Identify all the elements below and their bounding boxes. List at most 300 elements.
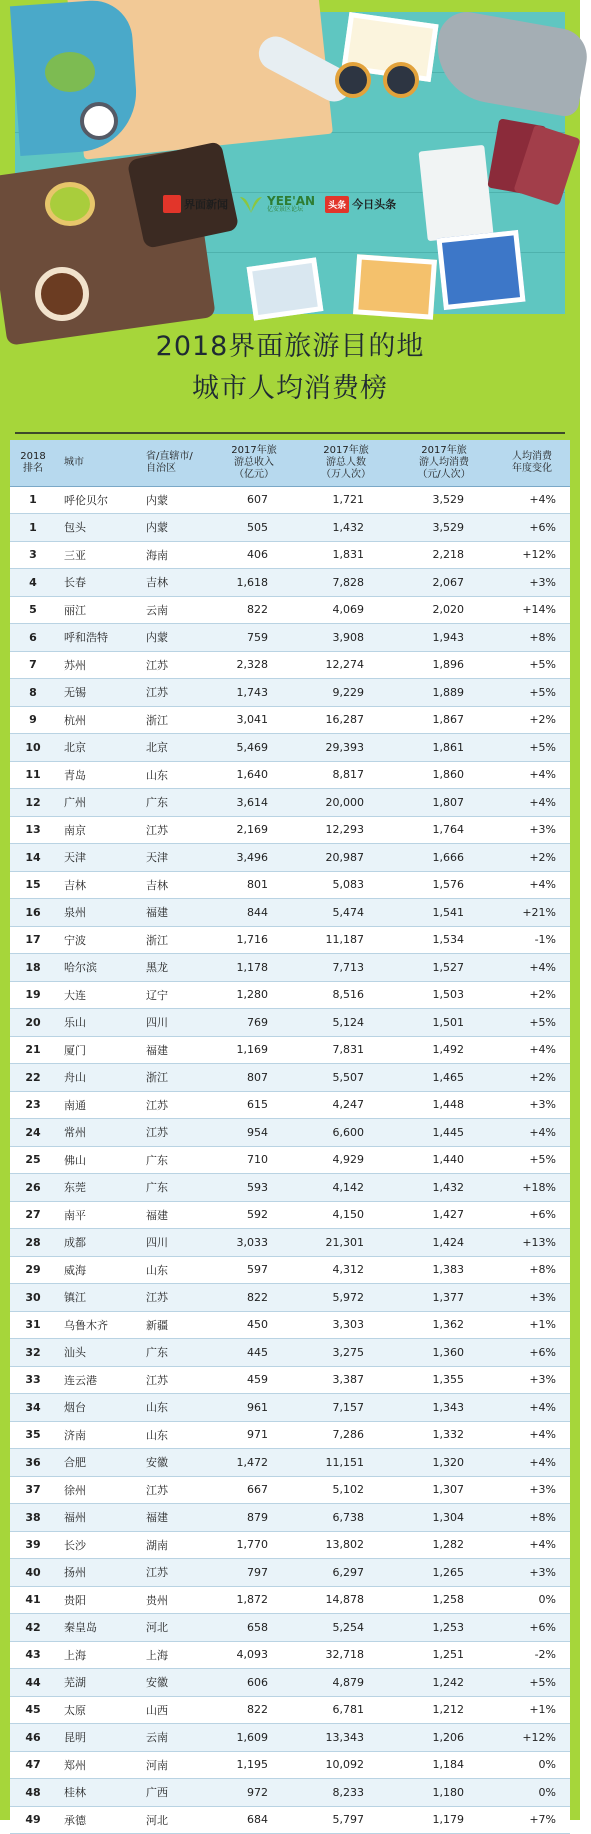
cell-change: 0%	[494, 1779, 570, 1807]
cell-change: +3%	[494, 1559, 570, 1587]
cell-income: 1,178	[210, 954, 298, 982]
cell-change: +4%	[494, 761, 570, 789]
island-illustration	[45, 52, 95, 92]
cell-province: 浙江	[138, 706, 210, 734]
toutiao-logo-text: 今日头条	[352, 198, 397, 211]
cell-visitors: 4,142	[298, 1174, 394, 1202]
cell-income: 658	[210, 1614, 298, 1642]
cell-change: +4%	[494, 954, 570, 982]
cell-change: +12%	[494, 541, 570, 569]
cell-income: 4,093	[210, 1641, 298, 1669]
cell-avg-spend: 1,534	[394, 926, 494, 954]
cell-city: 呼和浩特	[56, 624, 138, 652]
cell-visitors: 5,254	[298, 1614, 394, 1642]
table-row	[10, 651, 570, 679]
cell-income: 1,472	[210, 1449, 298, 1477]
cell-income: 450	[210, 1311, 298, 1339]
sunglasses-lens-icon	[383, 62, 419, 98]
cell-income: 505	[210, 514, 298, 542]
cell-city: 连云港	[56, 1366, 138, 1394]
header-rank: 2018 排名	[10, 440, 56, 486]
table-row	[10, 1586, 570, 1614]
cell-change: +3%	[494, 816, 570, 844]
table-row	[10, 1449, 570, 1477]
cell-avg-spend: 1,258	[394, 1586, 494, 1614]
cell-rank: 28	[10, 1229, 56, 1257]
table-row	[10, 1504, 570, 1532]
page-title	[15, 326, 565, 436]
cell-avg-spend: 1,440	[394, 1146, 494, 1174]
cell-city: 贵阳	[56, 1586, 138, 1614]
cell-city: 广州	[56, 789, 138, 817]
table-row	[10, 486, 570, 514]
cell-rank: 9	[10, 706, 56, 734]
cell-change: +13%	[494, 1229, 570, 1257]
cell-income: 759	[210, 624, 298, 652]
cell-income: 954	[210, 1119, 298, 1147]
cell-income: 3,033	[210, 1229, 298, 1257]
cell-city: 合肥	[56, 1449, 138, 1477]
cell-visitors: 14,878	[298, 1586, 394, 1614]
header-province: 省/直辖市/ 自治区	[138, 440, 210, 486]
cell-rank: 45	[10, 1696, 56, 1724]
cell-income: 597	[210, 1256, 298, 1284]
cell-income: 822	[210, 1696, 298, 1724]
cell-province: 福建	[138, 1201, 210, 1229]
cell-income: 797	[210, 1559, 298, 1587]
cell-avg-spend: 1,445	[394, 1119, 494, 1147]
cell-income: 1,280	[210, 981, 298, 1009]
cell-city: 烟台	[56, 1394, 138, 1422]
cell-province: 浙江	[138, 926, 210, 954]
cell-avg-spend: 1,179	[394, 1806, 494, 1834]
cell-province: 山东	[138, 1394, 210, 1422]
cell-rank: 46	[10, 1724, 56, 1752]
cell-rank: 1	[10, 514, 56, 542]
banner-illustration	[15, 12, 565, 314]
cell-change: +2%	[494, 844, 570, 872]
cell-avg-spend: 1,764	[394, 816, 494, 844]
sunglasses-icon	[335, 62, 371, 98]
cell-income: 445	[210, 1339, 298, 1367]
cell-province: 内蒙	[138, 486, 210, 514]
cell-city: 无锡	[56, 679, 138, 707]
cell-visitors: 7,831	[298, 1036, 394, 1064]
cell-rank: 39	[10, 1531, 56, 1559]
cell-avg-spend: 1,343	[394, 1394, 494, 1422]
cell-city: 杭州	[56, 706, 138, 734]
cell-city: 长春	[56, 569, 138, 597]
ranking-table-container	[10, 440, 570, 1827]
cell-avg-spend: 1,251	[394, 1641, 494, 1669]
cell-visitors: 6,297	[298, 1559, 394, 1587]
cell-income: 2,169	[210, 816, 298, 844]
cell-city: 汕头	[56, 1339, 138, 1367]
cell-visitors: 6,738	[298, 1504, 394, 1532]
cell-province: 山东	[138, 761, 210, 789]
cell-rank: 4	[10, 569, 56, 597]
table-row	[10, 1174, 570, 1202]
shoe-illustration	[429, 8, 591, 119]
cell-visitors: 13,802	[298, 1531, 394, 1559]
cell-visitors: 16,287	[298, 706, 394, 734]
cell-visitors: 3,275	[298, 1339, 394, 1367]
cell-city: 承德	[56, 1806, 138, 1834]
cell-change: +4%	[494, 1421, 570, 1449]
cell-city: 成都	[56, 1229, 138, 1257]
jiemian-logo	[163, 195, 228, 213]
cell-avg-spend: 1,448	[394, 1091, 494, 1119]
cell-rank: 18	[10, 954, 56, 982]
cell-change: +5%	[494, 679, 570, 707]
cell-rank: 14	[10, 844, 56, 872]
cell-change: +3%	[494, 569, 570, 597]
cell-income: 769	[210, 1009, 298, 1037]
table-row	[10, 871, 570, 899]
table-row	[10, 761, 570, 789]
cell-change: 0%	[494, 1751, 570, 1779]
table-row	[10, 1614, 570, 1642]
table-row	[10, 1394, 570, 1422]
cell-province: 新疆	[138, 1311, 210, 1339]
cell-city: 佛山	[56, 1146, 138, 1174]
cell-change: +3%	[494, 1366, 570, 1394]
cell-avg-spend: 1,896	[394, 651, 494, 679]
cell-change: +14%	[494, 596, 570, 624]
cell-city: 宁波	[56, 926, 138, 954]
cell-province: 广东	[138, 1174, 210, 1202]
cell-province: 江苏	[138, 679, 210, 707]
yeean-logo	[238, 193, 315, 215]
photo-illustration	[247, 257, 324, 320]
cell-city: 福州	[56, 1504, 138, 1532]
table-row	[10, 926, 570, 954]
cell-visitors: 4,069	[298, 596, 394, 624]
cell-province: 广东	[138, 789, 210, 817]
cell-avg-spend: 1,304	[394, 1504, 494, 1532]
cell-city: 济南	[56, 1421, 138, 1449]
cell-income: 961	[210, 1394, 298, 1422]
table-row	[10, 624, 570, 652]
cell-province: 云南	[138, 596, 210, 624]
table-row	[10, 734, 570, 762]
cell-avg-spend: 2,020	[394, 596, 494, 624]
cell-avg-spend: 1,212	[394, 1696, 494, 1724]
title-divider	[15, 432, 565, 434]
table-row	[10, 844, 570, 872]
cell-avg-spend: 1,320	[394, 1449, 494, 1477]
cell-income: 3,614	[210, 789, 298, 817]
cell-change: +12%	[494, 1724, 570, 1752]
cell-province: 内蒙	[138, 624, 210, 652]
cell-city: 舟山	[56, 1064, 138, 1092]
cell-city: 南平	[56, 1201, 138, 1229]
cell-province: 浙江	[138, 1064, 210, 1092]
table-row	[10, 596, 570, 624]
cell-change: -1%	[494, 926, 570, 954]
cell-rank: 36	[10, 1449, 56, 1477]
jiemian-logo-text: 界面新闻	[184, 198, 228, 211]
cell-rank: 44	[10, 1669, 56, 1697]
cell-visitors: 12,274	[298, 651, 394, 679]
cell-avg-spend: 1,362	[394, 1311, 494, 1339]
cell-visitors: 11,187	[298, 926, 394, 954]
cell-province: 黑龙	[138, 954, 210, 982]
cell-province: 河南	[138, 1751, 210, 1779]
ranking-table	[10, 440, 570, 1834]
cell-visitors: 3,387	[298, 1366, 394, 1394]
cell-change: +1%	[494, 1311, 570, 1339]
cell-income: 3,041	[210, 706, 298, 734]
cell-city: 常州	[56, 1119, 138, 1147]
cell-province: 海南	[138, 541, 210, 569]
cell-city: 芜湖	[56, 1669, 138, 1697]
cell-rank: 12	[10, 789, 56, 817]
cell-city: 哈尔滨	[56, 954, 138, 982]
cell-city: 桂林	[56, 1779, 138, 1807]
cell-income: 971	[210, 1421, 298, 1449]
cell-rank: 8	[10, 679, 56, 707]
cell-rank: 7	[10, 651, 56, 679]
cell-rank: 5	[10, 596, 56, 624]
cell-avg-spend: 1,282	[394, 1531, 494, 1559]
cell-rank: 47	[10, 1751, 56, 1779]
table-header-row	[10, 440, 570, 486]
cell-city: 丽江	[56, 596, 138, 624]
cell-rank: 20	[10, 1009, 56, 1037]
cell-change: +3%	[494, 1476, 570, 1504]
cell-change: +5%	[494, 651, 570, 679]
cell-province: 河北	[138, 1614, 210, 1642]
table-row	[10, 1531, 570, 1559]
cell-visitors: 4,879	[298, 1669, 394, 1697]
table-row	[10, 1256, 570, 1284]
cell-province: 福建	[138, 1036, 210, 1064]
cell-income: 972	[210, 1779, 298, 1807]
table-row	[10, 1421, 570, 1449]
cell-change: +8%	[494, 1504, 570, 1532]
cell-province: 吉林	[138, 871, 210, 899]
cell-visitors: 7,157	[298, 1394, 394, 1422]
cell-rank: 31	[10, 1311, 56, 1339]
cell-income: 592	[210, 1201, 298, 1229]
cell-avg-spend: 1,242	[394, 1669, 494, 1697]
cell-city: 镇江	[56, 1284, 138, 1312]
cell-income: 3,496	[210, 844, 298, 872]
cell-visitors: 20,987	[298, 844, 394, 872]
cell-province: 山西	[138, 1696, 210, 1724]
table-row	[10, 514, 570, 542]
table-row	[10, 1201, 570, 1229]
cell-avg-spend: 1,807	[394, 789, 494, 817]
cell-visitors: 20,000	[298, 789, 394, 817]
cell-income: 606	[210, 1669, 298, 1697]
cell-rank: 43	[10, 1641, 56, 1669]
cell-avg-spend: 1,206	[394, 1724, 494, 1752]
cell-province: 广西	[138, 1779, 210, 1807]
cell-city: 上海	[56, 1641, 138, 1669]
cell-visitors: 7,713	[298, 954, 394, 982]
table-row	[10, 954, 570, 982]
yeean-logo-subtext: 亿安景区论坛	[267, 206, 304, 213]
cell-rank: 37	[10, 1476, 56, 1504]
cell-rank: 25	[10, 1146, 56, 1174]
cell-visitors: 4,247	[298, 1091, 394, 1119]
photo-illustration	[353, 254, 437, 319]
cell-rank: 15	[10, 871, 56, 899]
header-visitors: 2017年旅 游总人数 （万人次）	[298, 440, 394, 486]
yeean-logo-text: YEE'AN	[267, 194, 316, 208]
cell-visitors: 7,286	[298, 1421, 394, 1449]
cell-rank: 38	[10, 1504, 56, 1532]
table-row	[10, 1641, 570, 1669]
table-row	[10, 1091, 570, 1119]
header-yoy-change: 人均消费 年度变化	[494, 440, 570, 486]
table-row	[10, 1119, 570, 1147]
cell-avg-spend: 1,184	[394, 1751, 494, 1779]
cell-city: 太原	[56, 1696, 138, 1724]
cell-rank: 6	[10, 624, 56, 652]
cell-visitors: 12,293	[298, 816, 394, 844]
cell-change: +5%	[494, 734, 570, 762]
cell-change: +4%	[494, 1449, 570, 1477]
cell-change: +8%	[494, 624, 570, 652]
cell-rank: 19	[10, 981, 56, 1009]
cell-visitors: 4,312	[298, 1256, 394, 1284]
cell-city: 乌鲁木齐	[56, 1311, 138, 1339]
cell-rank: 3	[10, 541, 56, 569]
cell-rank: 27	[10, 1201, 56, 1229]
drink-cup-icon	[45, 182, 95, 226]
cell-avg-spend: 2,067	[394, 569, 494, 597]
coffee-cup-icon	[35, 267, 89, 321]
cell-change: +5%	[494, 1009, 570, 1037]
cell-avg-spend: 1,889	[394, 679, 494, 707]
table-row	[10, 981, 570, 1009]
table-row	[10, 1751, 570, 1779]
cell-change: +1%	[494, 1696, 570, 1724]
cell-rank: 29	[10, 1256, 56, 1284]
cell-income: 1,770	[210, 1531, 298, 1559]
table-row	[10, 1559, 570, 1587]
cell-change: +4%	[494, 486, 570, 514]
cell-visitors: 5,083	[298, 871, 394, 899]
cell-visitors: 9,229	[298, 679, 394, 707]
table-row	[10, 1806, 570, 1834]
cell-visitors: 6,600	[298, 1119, 394, 1147]
table-row	[10, 899, 570, 927]
cell-change: +3%	[494, 1091, 570, 1119]
cell-avg-spend: 1,943	[394, 624, 494, 652]
cell-city: 秦皇岛	[56, 1614, 138, 1642]
cell-change: +5%	[494, 1146, 570, 1174]
cell-income: 1,743	[210, 679, 298, 707]
title-line-1: 2018界面旅游目的地	[155, 331, 425, 362]
cell-avg-spend: 3,529	[394, 486, 494, 514]
cell-province: 江苏	[138, 1119, 210, 1147]
cell-change: 0%	[494, 1586, 570, 1614]
cell-province: 湖南	[138, 1531, 210, 1559]
cell-income: 459	[210, 1366, 298, 1394]
cell-income: 1,609	[210, 1724, 298, 1752]
cell-change: +6%	[494, 514, 570, 542]
table-row	[10, 1669, 570, 1697]
cell-province: 四川	[138, 1229, 210, 1257]
cell-visitors: 3,303	[298, 1311, 394, 1339]
cell-income: 615	[210, 1091, 298, 1119]
cell-avg-spend: 1,867	[394, 706, 494, 734]
cell-province: 福建	[138, 1504, 210, 1532]
cell-city: 威海	[56, 1256, 138, 1284]
cell-province: 内蒙	[138, 514, 210, 542]
cell-city: 泉州	[56, 899, 138, 927]
cell-avg-spend: 1,265	[394, 1559, 494, 1587]
table-row	[10, 1064, 570, 1092]
cell-visitors: 10,092	[298, 1751, 394, 1779]
cell-visitors: 4,150	[298, 1201, 394, 1229]
table-row	[10, 1696, 570, 1724]
cell-income: 684	[210, 1806, 298, 1834]
cell-province: 江苏	[138, 816, 210, 844]
jiemian-logo-icon	[163, 195, 181, 213]
cell-income: 1,169	[210, 1036, 298, 1064]
cell-avg-spend: 1,860	[394, 761, 494, 789]
cell-city: 三亚	[56, 541, 138, 569]
cell-income: 607	[210, 486, 298, 514]
table-row	[10, 1284, 570, 1312]
cell-change: +6%	[494, 1614, 570, 1642]
cell-province: 江苏	[138, 1091, 210, 1119]
cell-avg-spend: 1,666	[394, 844, 494, 872]
cell-province: 上海	[138, 1641, 210, 1669]
cell-rank: 16	[10, 899, 56, 927]
table-body	[10, 486, 570, 1834]
cell-change: +2%	[494, 1064, 570, 1092]
cell-income: 593	[210, 1174, 298, 1202]
cell-province: 云南	[138, 1724, 210, 1752]
cell-income: 667	[210, 1476, 298, 1504]
cell-visitors: 8,817	[298, 761, 394, 789]
cell-city: 南通	[56, 1091, 138, 1119]
cell-avg-spend: 3,529	[394, 514, 494, 542]
cell-province: 北京	[138, 734, 210, 762]
cell-province: 贵州	[138, 1586, 210, 1614]
cell-rank: 33	[10, 1366, 56, 1394]
cell-change: +4%	[494, 789, 570, 817]
cell-income: 822	[210, 1284, 298, 1312]
cell-visitors: 5,797	[298, 1806, 394, 1834]
cell-rank: 1	[10, 486, 56, 514]
cell-income: 844	[210, 899, 298, 927]
cell-avg-spend: 1,503	[394, 981, 494, 1009]
cell-city: 乐山	[56, 1009, 138, 1037]
cell-city: 北京	[56, 734, 138, 762]
cell-change: +21%	[494, 899, 570, 927]
cell-province: 安徽	[138, 1449, 210, 1477]
toutiao-logo	[325, 196, 396, 213]
cell-income: 406	[210, 541, 298, 569]
cell-visitors: 5,474	[298, 899, 394, 927]
cell-rank: 48	[10, 1779, 56, 1807]
yeean-leaf-icon	[238, 193, 264, 215]
cell-avg-spend: 1,383	[394, 1256, 494, 1284]
cell-visitors: 7,828	[298, 569, 394, 597]
table-row	[10, 1036, 570, 1064]
cell-change: +4%	[494, 1119, 570, 1147]
cell-visitors: 1,432	[298, 514, 394, 542]
table-row	[10, 569, 570, 597]
cell-rank: 24	[10, 1119, 56, 1147]
